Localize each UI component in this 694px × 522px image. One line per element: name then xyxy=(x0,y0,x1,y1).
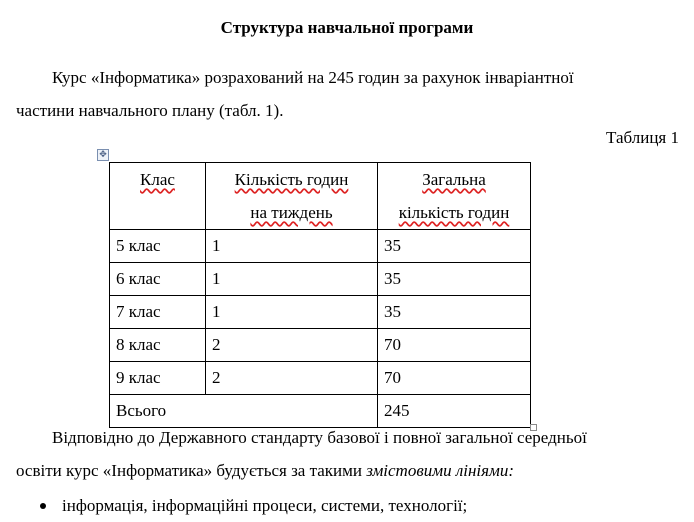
intro-line-2: частини навчального плану (табл. 1). xyxy=(16,101,284,120)
paragraph2-line-2: освіти курс «Інформатика» будується за такими змістовими лініями: xyxy=(16,461,515,480)
header-weekly-hours: Кількість годин на тиждень xyxy=(206,163,378,230)
table-row xyxy=(110,263,531,296)
content-lines-emphasis: змістовими лініями: xyxy=(366,461,515,480)
table-move-handle-icon[interactable]: ✥ xyxy=(97,149,109,161)
intro-word: «Інформатика» xyxy=(90,68,201,87)
bullet-list-item xyxy=(40,489,680,522)
cell-total: 35 xyxy=(378,263,531,296)
paragraph2-word: повної xyxy=(393,428,441,447)
intro-word: годин xyxy=(358,68,400,87)
cell-total: 35 xyxy=(378,296,531,329)
cell-class: 8 клас xyxy=(110,329,206,362)
hours-table xyxy=(109,162,531,428)
paragraph2-word: і xyxy=(384,428,389,447)
table-row xyxy=(110,230,531,263)
paragraph2-word: загальної xyxy=(445,428,513,447)
paragraph2-word: Відповідно xyxy=(52,428,134,447)
cell-class: 6 клас xyxy=(110,263,206,296)
cell-weekly: 1 xyxy=(206,263,378,296)
cell-weekly: 2 xyxy=(206,329,378,362)
cell-total: 70 xyxy=(378,362,531,395)
cell-class: 7 клас xyxy=(110,296,206,329)
header-total-hours: Загальна кількість годин xyxy=(378,163,531,230)
content-lines-paragraph xyxy=(16,421,680,487)
cell-class: 5 клас xyxy=(110,230,206,263)
paragraph2-word: Державного xyxy=(158,428,247,447)
intro-word: за xyxy=(403,68,419,87)
cell-weekly: 1 xyxy=(206,296,378,329)
cell-grand-total: 245 xyxy=(378,395,531,428)
paragraph2-word: базової xyxy=(327,428,380,447)
bullet-text: інформація, інформаційні процеси, системи, технології; xyxy=(62,496,468,515)
cell-total-label: Всього xyxy=(110,395,378,428)
intro-word: розрахований xyxy=(204,68,304,87)
intro-line-1 xyxy=(16,61,680,94)
cell-total: 35 xyxy=(378,230,531,263)
table-header-row xyxy=(110,163,531,230)
intro-paragraph xyxy=(16,61,680,127)
bullet-icon xyxy=(40,503,46,509)
table-row xyxy=(110,296,531,329)
paragraph2-word: стандарту xyxy=(251,428,324,447)
paragraph2-word: середньої xyxy=(516,428,587,447)
paragraph2-line-1 xyxy=(16,421,680,454)
table-caption: Таблиця 1 xyxy=(606,128,679,147)
header-class: Клас xyxy=(110,163,206,230)
intro-word: рахунок xyxy=(422,68,481,87)
intro-word: Курс xyxy=(52,68,87,87)
document-title: Структура навчальної програми xyxy=(220,18,474,37)
cell-class: 9 клас xyxy=(110,362,206,395)
table-row xyxy=(110,329,531,362)
intro-word: на xyxy=(307,68,325,87)
cell-weekly: 1 xyxy=(206,230,378,263)
cell-total: 70 xyxy=(378,329,531,362)
paragraph2-word: до xyxy=(137,428,155,447)
table-row xyxy=(110,362,531,395)
intro-word: інваріантної xyxy=(484,68,574,87)
cell-weekly: 2 xyxy=(206,362,378,395)
intro-word: 245 xyxy=(328,68,354,87)
